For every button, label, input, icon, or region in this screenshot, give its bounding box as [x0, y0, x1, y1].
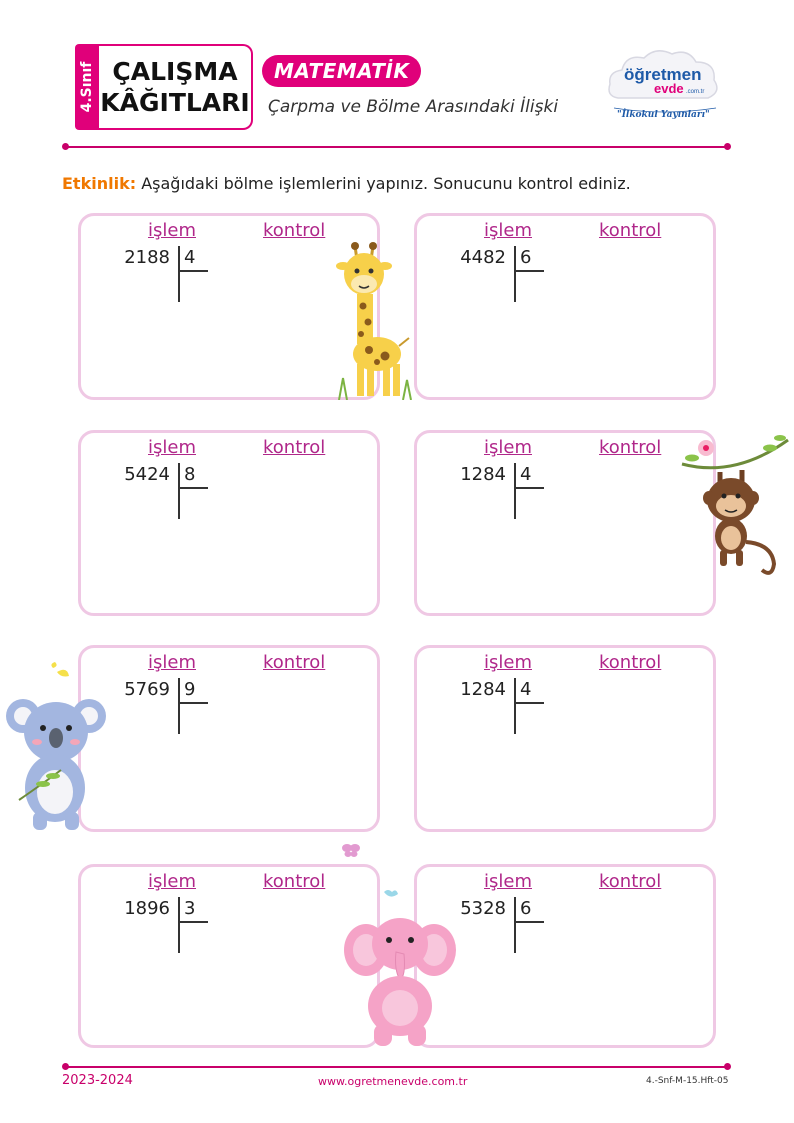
butterfly-icon — [342, 842, 360, 858]
division-bar — [514, 897, 516, 953]
problem-box — [414, 213, 716, 400]
problem-box — [414, 430, 716, 616]
division-bar — [514, 246, 516, 302]
divisor: 4 — [184, 247, 196, 268]
grade-label: 4.Sınıf — [79, 61, 95, 113]
islem-label: işlem — [148, 871, 196, 892]
islem-label: işlem — [484, 652, 532, 673]
problem-box — [78, 645, 380, 832]
dividend: 5769 — [124, 679, 170, 700]
islem-label: işlem — [148, 437, 196, 458]
title-line-2: KÂĞITLARI — [100, 88, 250, 117]
publisher-logo — [604, 46, 724, 124]
division-bar — [514, 678, 516, 734]
instruction — [62, 174, 631, 193]
footer-code: 4.-Snf-M-15.Hft-05 — [646, 1076, 729, 1086]
quotient-line — [178, 270, 208, 272]
kontrol-label: kontrol — [599, 437, 662, 458]
quotient-line — [178, 921, 208, 923]
kontrol-label: kontrol — [263, 871, 326, 892]
dividend: 4482 — [460, 247, 506, 268]
kontrol-label: kontrol — [263, 220, 326, 241]
division-bar — [178, 678, 180, 734]
dividend: 1284 — [460, 679, 506, 700]
islem-label: işlem — [484, 871, 532, 892]
divider-dot — [724, 143, 731, 150]
topic-title: Çarpma ve Bölme Arasındaki İlişki — [268, 97, 559, 117]
grade-tab — [75, 44, 99, 130]
top-divider — [65, 146, 727, 148]
instruction-label: Etkinlik: — [62, 174, 137, 193]
divider-dot — [724, 1063, 731, 1070]
footer-year: 2023-2024 — [62, 1073, 133, 1088]
divisor: 6 — [520, 247, 532, 268]
problem-box — [414, 864, 716, 1048]
islem-label: işlem — [148, 220, 196, 241]
divisor: 9 — [184, 679, 196, 700]
elephant-icon — [344, 888, 456, 1050]
kontrol-label: kontrol — [263, 652, 326, 673]
dividend: 1284 — [460, 464, 506, 485]
islem-label: işlem — [148, 652, 196, 673]
koala-icon — [5, 662, 107, 832]
divider-dot — [62, 1063, 69, 1070]
division-bar — [178, 246, 180, 302]
problem-box — [78, 430, 380, 616]
division-bar — [178, 897, 180, 953]
footer-website[interactable]: www.ogretmenevde.com.tr — [318, 1075, 468, 1088]
kontrol-label: kontrol — [599, 220, 662, 241]
kontrol-label: kontrol — [599, 871, 662, 892]
kontrol-label: kontrol — [263, 437, 326, 458]
logo-domain-text: .com.tr — [686, 89, 705, 95]
giraffe-icon — [333, 240, 413, 400]
worksheet-title — [99, 44, 253, 130]
logo-sub-text: evde — [654, 81, 684, 96]
subject-badge: MATEMATİK — [262, 55, 421, 87]
problem-box — [78, 864, 380, 1048]
quotient-line — [514, 921, 544, 923]
divisor: 4 — [520, 464, 532, 485]
logo-main-text: öğretmen — [624, 65, 702, 84]
quotient-line — [514, 487, 544, 489]
bottom-divider — [65, 1066, 727, 1068]
quotient-line — [514, 270, 544, 272]
divisor: 6 — [520, 898, 532, 919]
divisor: 3 — [184, 898, 196, 919]
quotient-line — [178, 702, 208, 704]
divider-dot — [62, 143, 69, 150]
islem-label: işlem — [484, 437, 532, 458]
division-bar — [178, 463, 180, 519]
kontrol-label: kontrol — [599, 652, 662, 673]
islem-label: işlem — [484, 220, 532, 241]
dividend: 5328 — [460, 898, 506, 919]
quotient-line — [178, 487, 208, 489]
dividend: 5424 — [124, 464, 170, 485]
dividend: 2188 — [124, 247, 170, 268]
division-bar — [514, 463, 516, 519]
title-line-1: ÇALIŞMA — [112, 57, 238, 86]
problem-box — [414, 645, 716, 832]
quotient-line — [514, 702, 544, 704]
instruction-text: Aşağıdaki bölme işlemlerini yapınız. Sonucunu kontrol ediniz. — [141, 174, 631, 193]
logo-tagline: "İlkokul Yayınları" — [617, 110, 710, 120]
dividend: 1896 — [124, 898, 170, 919]
divisor: 4 — [520, 679, 532, 700]
divisor: 8 — [184, 464, 196, 485]
monkey-icon — [680, 430, 790, 580]
